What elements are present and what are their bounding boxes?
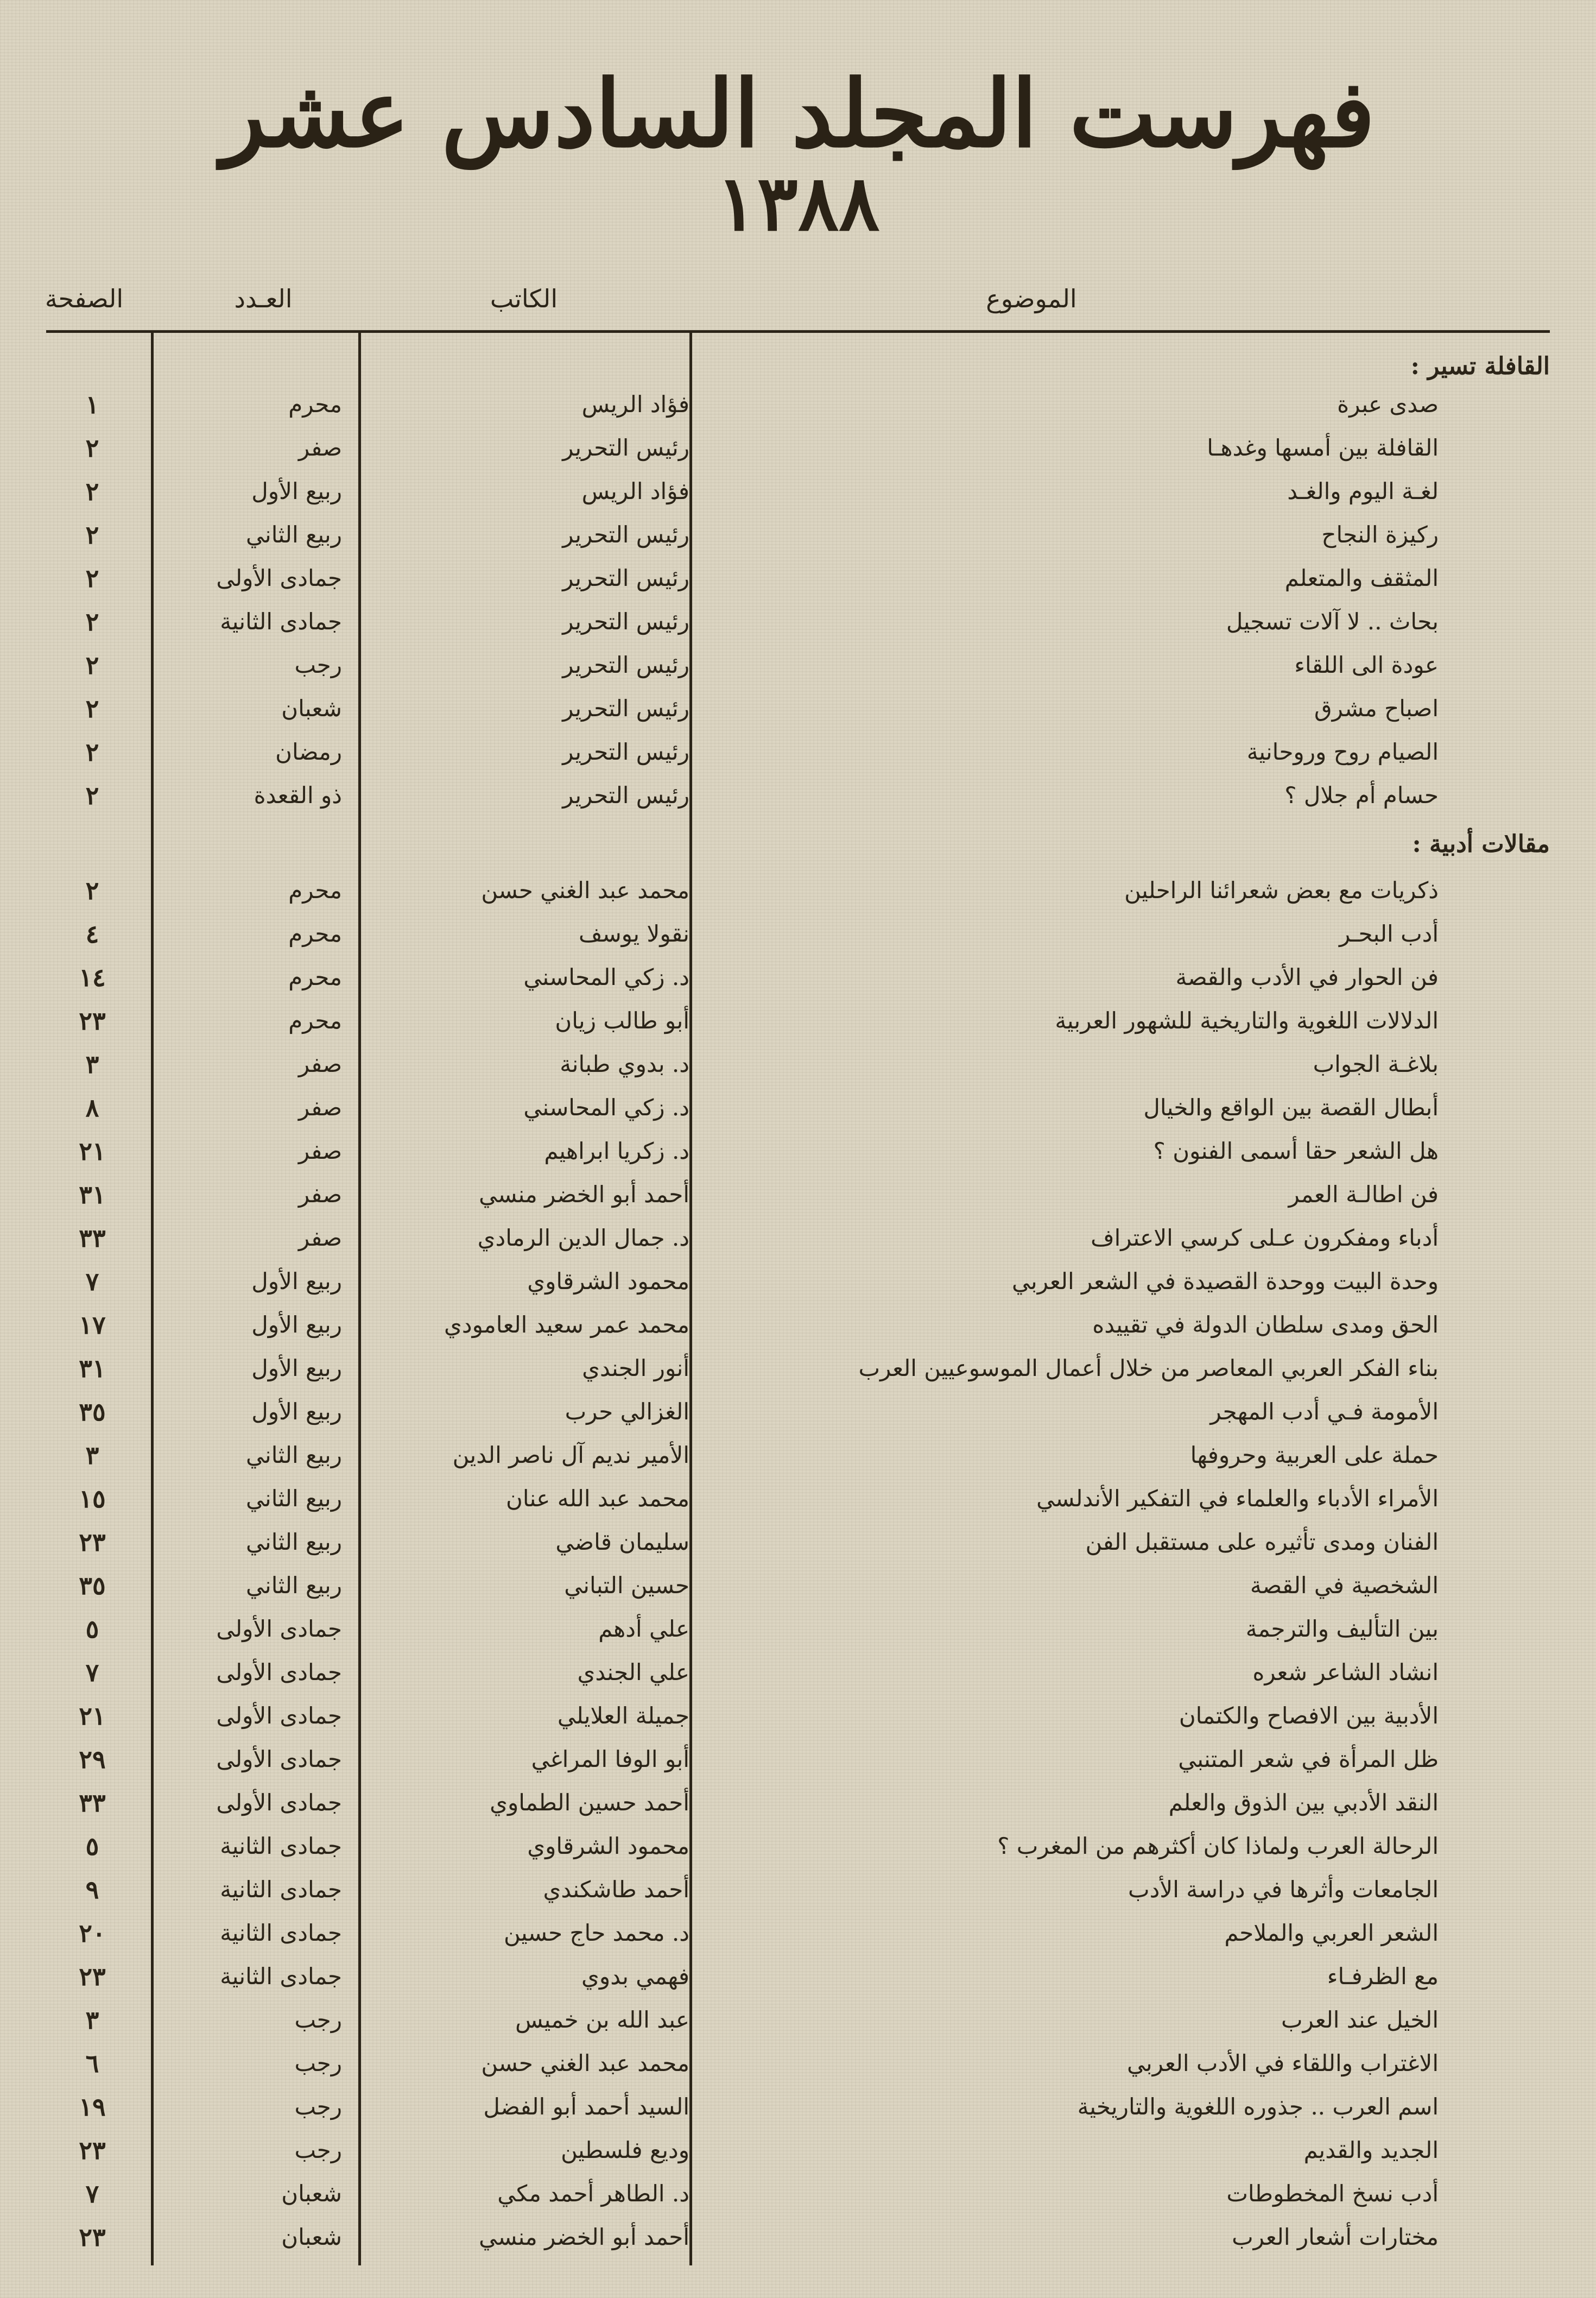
topic-cell: ظل المرأة في شعر المتنبي (1178, 1746, 1439, 1772)
author-cell: أبو طالب زيان (555, 1007, 689, 1034)
table-row (0, 1955, 1596, 1998)
table-row (0, 1651, 1596, 1694)
issue-cell: شعبان (281, 2180, 342, 2207)
page-cell: ٤ (85, 919, 99, 949)
issue-cell: جمادى الأولى (216, 1615, 342, 1642)
page-cell: ٣٣ (79, 1788, 106, 1817)
page-cell: ٣١ (79, 1180, 106, 1209)
topic-cell: اسم العرب .. جذوره اللغوية والتاريخية (1077, 2093, 1439, 2120)
topic-cell: المثقف والمتعلم (1284, 565, 1439, 591)
author-cell: محمود الشرقاوي (527, 1268, 689, 1295)
topic-cell: انشاد الشاعر شعره (1252, 1659, 1439, 1685)
page-cell: ٢١ (79, 1137, 106, 1166)
author-cell: رئيس التحرير (562, 565, 689, 591)
topic-cell: وحدة البيت ووحدة القصيدة في الشعر العربي (1012, 1268, 1439, 1295)
issue-cell: صفر (298, 1181, 342, 1208)
page-cell: ١٧ (79, 1310, 106, 1340)
table-row (0, 999, 1596, 1043)
topic-cell: الأمراء الأدباء والعلماء في التفكير الأندلسي (1036, 1485, 1439, 1512)
author-cell: السيد أحمد أبو الفضل (483, 2093, 689, 2120)
issue-cell: ربيع الثاني (246, 521, 342, 548)
author-cell: د. زكريا ابراهيم (544, 1138, 689, 1164)
author-cell: أحمد أبو الخضر منسي (479, 2224, 689, 2250)
table-row (0, 1824, 1596, 1868)
issue-cell: رجب (294, 2093, 342, 2120)
table-row (0, 1868, 1596, 1911)
author-cell: د. بدوي طبانة (560, 1051, 689, 1077)
topic-cell: مع الظرفـاء (1327, 1963, 1439, 1990)
issue-cell: محرم (288, 391, 342, 418)
issue-cell: جمادى الأولى (216, 1789, 342, 1816)
table-row (0, 956, 1596, 999)
author-cell: سليمان قاضي (555, 1529, 689, 1555)
author-cell: د. محمد حاج حسين (504, 1920, 689, 1946)
table-row (0, 1216, 1596, 1260)
topic-cell: الصيام روح وروحانية (1246, 738, 1439, 765)
issue-cell: رجب (294, 2137, 342, 2163)
page-cell: ٣ (85, 2005, 99, 2035)
topic-cell: اصباح مشرق (1314, 695, 1439, 722)
topic-cell: مختارات أشعار العرب (1232, 2224, 1439, 2250)
table-row (0, 383, 1596, 426)
page-cell: ٢ (85, 433, 99, 463)
topic-cell: الأمومة فـي أدب المهجر (1210, 1398, 1439, 1425)
issue-cell: ربيع الثاني (246, 1529, 342, 1555)
page-cell: ٨ (85, 1093, 99, 1122)
page-cell: ٢ (85, 520, 99, 550)
page-cell: ٧ (85, 2179, 99, 2208)
author-cell: أبو الوفا المراغي (531, 1746, 689, 1772)
table-row (0, 1781, 1596, 1824)
author-cell: محمد عمر سعيد العامودي (444, 1311, 689, 1338)
author-cell: فؤاد الريس (581, 478, 689, 504)
author-cell: نقولا يوسف (579, 920, 689, 947)
author-cell: رئيس التحرير (562, 738, 689, 765)
table-row (0, 1477, 1596, 1520)
issue-cell: ربيع الأول (251, 1398, 342, 1425)
author-cell: حسين التباني (564, 1572, 689, 1599)
page-cell: ٧ (85, 1658, 99, 1687)
author-cell: الغزالي حرب (565, 1398, 689, 1425)
page-cell: ٣٥ (79, 1571, 106, 1600)
issue-cell: ربيع الأول (251, 1311, 342, 1338)
page-cell: ٩ (85, 1875, 99, 1904)
issue-cell: صفر (298, 1094, 342, 1121)
issue-cell: محرم (288, 920, 342, 947)
issue-cell: رمضان (275, 738, 342, 765)
author-cell: وديع فلسطين (561, 2137, 689, 2163)
issue-cell: رجب (294, 652, 342, 678)
author-cell: جميلة العلايلي (557, 1702, 689, 1729)
topic-cell: فن الحوار في الأدب والقصة (1175, 964, 1439, 990)
table-row (0, 2172, 1596, 2215)
header-author: الكاتب (490, 284, 558, 313)
author-cell: علي الجندي (577, 1659, 689, 1685)
table-row (0, 1390, 1596, 1434)
page-cell: ٥ (85, 1832, 99, 1861)
page-cell: ٣١ (79, 1354, 106, 1383)
page-cell: ٢٣ (79, 1527, 106, 1557)
topic-cell: الدلالات اللغوية والتاريخية للشهور العربية (1055, 1007, 1439, 1034)
table-row (0, 600, 1596, 643)
issue-cell: محرم (288, 1007, 342, 1034)
author-cell: رئيس التحرير (562, 652, 689, 678)
table-row (0, 2129, 1596, 2172)
author-cell: د. جمال الدين الرمادي (477, 1224, 689, 1251)
page-cell: ١ (85, 390, 99, 419)
topic-cell: أدب نسخ المخطوطات (1226, 2180, 1439, 2207)
issue-cell: جمادى الثانية (220, 1833, 342, 1859)
table-row (0, 1434, 1596, 1477)
table-row (0, 1738, 1596, 1781)
page-cell: ٢٣ (79, 1006, 106, 1036)
page-cell: ٢٣ (79, 1962, 106, 1991)
author-cell: أحمد حسين الطماوي (490, 1789, 689, 1816)
author-cell: محمود الشرقاوي (527, 1833, 689, 1859)
issue-cell: جمادى الثانية (220, 608, 342, 635)
table-row (0, 1260, 1596, 1303)
page-cell: ٦ (85, 2049, 99, 2078)
table-row (0, 1347, 1596, 1390)
author-cell: فهمي بدوي (581, 1963, 689, 1990)
table-row (0, 1694, 1596, 1738)
issue-cell: جمادى الأولى (216, 1659, 342, 1685)
page-cell: ٢ (85, 876, 99, 905)
page-cell: ٢٩ (79, 1745, 106, 1774)
page-cell: ٢ (85, 694, 99, 723)
author-cell: رئيس التحرير (562, 434, 689, 461)
topic-cell: الأدبية بين الافصاح والكتمان (1179, 1702, 1439, 1729)
topic-cell: الحق ومدى سلطان الدولة في تقييده (1092, 1311, 1439, 1338)
author-cell: أحمد طاشكندي (543, 1876, 689, 1903)
page-cell: ١٤ (79, 963, 106, 992)
page-cell: ٥ (85, 1614, 99, 1644)
topic-cell: الخيل عند العرب (1281, 2006, 1439, 2033)
author-cell: علي أدهم (598, 1615, 689, 1642)
topic-cell: القافلة بين أمسها وغدهـا (1207, 434, 1439, 461)
page-cell: ١٥ (79, 1484, 106, 1513)
page-cell: ٢٣ (79, 2136, 106, 2165)
issue-cell: جمادى الثانية (220, 1876, 342, 1903)
topic-cell: فن اطالـة العمر (1288, 1181, 1439, 1208)
page-cell: ٣ (85, 1441, 99, 1470)
issue-cell: محرم (288, 877, 342, 904)
author-cell: رئيس التحرير (562, 521, 689, 548)
issue-cell: جمادى الأولى (216, 565, 342, 591)
volume-year: ١٣٨٨ (716, 159, 880, 248)
topic-cell: النقد الأدبي بين الذوق والعلم (1168, 1789, 1439, 1816)
table-row (0, 1520, 1596, 1564)
topic-cell: هل الشعر حقا أسمى الفنون ؟ (1153, 1138, 1439, 1164)
page-cell: ١٩ (79, 2092, 106, 2122)
author-cell: محمد عبد الله عنان (505, 1485, 689, 1512)
topic-cell: بناء الفكر العربي المعاصر من خلال أعمال الموسوعيين العرب (858, 1355, 1439, 1381)
table-row (0, 2042, 1596, 2085)
topic-cell: صدى عبرة (1337, 391, 1439, 418)
issue-cell: جمادى الثانية (220, 1920, 342, 1946)
table-row (0, 1303, 1596, 1347)
header-rule (46, 330, 1550, 333)
table-row (0, 730, 1596, 774)
page-cell: ٢ (85, 737, 99, 767)
topic-cell: الجامعات وأثرها في دراسة الأدب (1128, 1876, 1439, 1903)
table-row (0, 1086, 1596, 1129)
author-cell: د. زكي المحاسني (523, 1094, 689, 1121)
table-row (0, 869, 1596, 912)
author-cell: عبد الله بن خميس (515, 2006, 689, 2033)
issue-cell: رجب (294, 2006, 342, 2033)
table-row (0, 426, 1596, 470)
table-row (0, 1129, 1596, 1173)
table-row (0, 513, 1596, 557)
topic-cell: بلاغـة الجواب (1313, 1051, 1439, 1077)
author-cell: رئيس التحرير (562, 782, 689, 809)
issue-cell: محرم (288, 964, 342, 990)
issue-cell: جمادى الأولى (216, 1746, 342, 1772)
header-topic: الموضوع (986, 284, 1077, 313)
topic-cell: الفنان ومدى تأثيره على مستقبل الفن (1085, 1529, 1439, 1555)
page-cell: ٣ (85, 1050, 99, 1079)
topic-cell: لغـة اليوم والغـد (1287, 478, 1439, 504)
author-cell: د. زكي المحاسني (523, 964, 689, 990)
issue-cell: صفر (298, 434, 342, 461)
issue-cell: رجب (294, 2050, 342, 2076)
header-issue: العـدد (234, 284, 293, 313)
page-cell: ٣٥ (79, 1397, 106, 1426)
issue-cell: صفر (298, 1224, 342, 1251)
issue-cell: ربيع الثاني (246, 1485, 342, 1512)
table-row (0, 2215, 1596, 2259)
author-cell: محمد عبد الغني حسن (481, 2050, 689, 2076)
issue-cell: جمادى الأولى (216, 1702, 342, 1729)
table-row (0, 1607, 1596, 1651)
page-cell: ٢ (85, 781, 99, 810)
issue-cell: شعبان (281, 695, 342, 722)
topic-cell: أدب البحـر (1339, 920, 1439, 947)
page-cell: ٢٣ (79, 2223, 106, 2252)
issue-cell: ربيع الأول (251, 1355, 342, 1381)
topic-cell: الجديد والقديم (1303, 2137, 1439, 2163)
issue-cell: ربيع الأول (251, 1268, 342, 1295)
page-cell: ٣٣ (79, 1223, 106, 1253)
author-cell: رئيس التحرير (562, 695, 689, 722)
table-row (0, 1998, 1596, 2042)
topic-cell: حسام أم جلال ؟ (1284, 782, 1439, 809)
topic-cell: بحاث .. لا آلات تسجيل (1226, 608, 1439, 635)
table-row (0, 2085, 1596, 2129)
topic-cell: أبطال القصة بين الواقع والخيال (1143, 1094, 1439, 1121)
page-cell: ٢ (85, 651, 99, 680)
topic-cell: أدباء ومفكرون عـلى كرسي الاعتراف (1091, 1224, 1439, 1251)
author-cell: أنور الجندي (582, 1355, 689, 1381)
topic-cell: الاغتراب واللقاء في الأدب العربي (1126, 2050, 1439, 2076)
author-cell: أحمد أبو الخضر منسي (479, 1181, 689, 1208)
issue-cell: ربيع الثاني (246, 1442, 342, 1468)
table-row (0, 774, 1596, 817)
section-heading: مقالات أدبية : (1412, 830, 1550, 858)
page-cell: ٢١ (79, 1701, 106, 1731)
page-cell: ٢ (85, 564, 99, 593)
author-cell: محمد عبد الغني حسن (481, 877, 689, 904)
table-row (0, 470, 1596, 513)
table-row (0, 912, 1596, 956)
topic-cell: الشعر العربي والملاحم (1224, 1920, 1439, 1946)
topic-cell: عودة الى اللقاء (1294, 652, 1439, 678)
table-row (0, 1173, 1596, 1216)
topic-cell: بين التأليف والترجمة (1245, 1615, 1439, 1642)
author-cell: الأمير نديم آل ناصر الدين (452, 1442, 689, 1468)
topic-cell: ذكريات مع بعض شعرائنا الراحلين (1124, 877, 1439, 904)
issue-cell: ذو القعدة (254, 782, 342, 809)
issue-cell: صفر (298, 1138, 342, 1164)
table-row (0, 1911, 1596, 1955)
table-row (0, 643, 1596, 687)
section-heading: القافلة تسير : (1410, 352, 1550, 380)
author-cell: د. الطاهر أحمد مكي (497, 2180, 689, 2207)
page-cell: ٧ (85, 1267, 99, 1296)
table-row (0, 1043, 1596, 1086)
topic-cell: ركيزة النجاح (1321, 521, 1439, 548)
author-cell: رئيس التحرير (562, 608, 689, 635)
table-row (0, 1564, 1596, 1607)
issue-cell: ربيع الثاني (246, 1572, 342, 1599)
table-row (0, 557, 1596, 600)
issue-cell: صفر (298, 1051, 342, 1077)
topic-cell: الرحالة العرب ولماذا كان أكثرهم من المغرب ؟ (997, 1833, 1439, 1859)
author-cell: فؤاد الريس (581, 391, 689, 418)
page-cell: ٢ (85, 477, 99, 506)
issue-cell: جمادى الثانية (220, 1963, 342, 1990)
header-page: الصفحة (45, 284, 124, 313)
topic-cell: الشخصية في القصة (1250, 1572, 1439, 1599)
page-cell: ٢٠ (79, 1918, 106, 1948)
topic-cell: حملة على العربية وحروفها (1190, 1442, 1439, 1468)
table-row (0, 687, 1596, 730)
page-title: فهرست المجلد السادس عشر (221, 60, 1375, 168)
issue-cell: ربيع الأول (251, 478, 342, 504)
issue-cell: شعبان (281, 2224, 342, 2250)
page-cell: ٢ (85, 607, 99, 636)
